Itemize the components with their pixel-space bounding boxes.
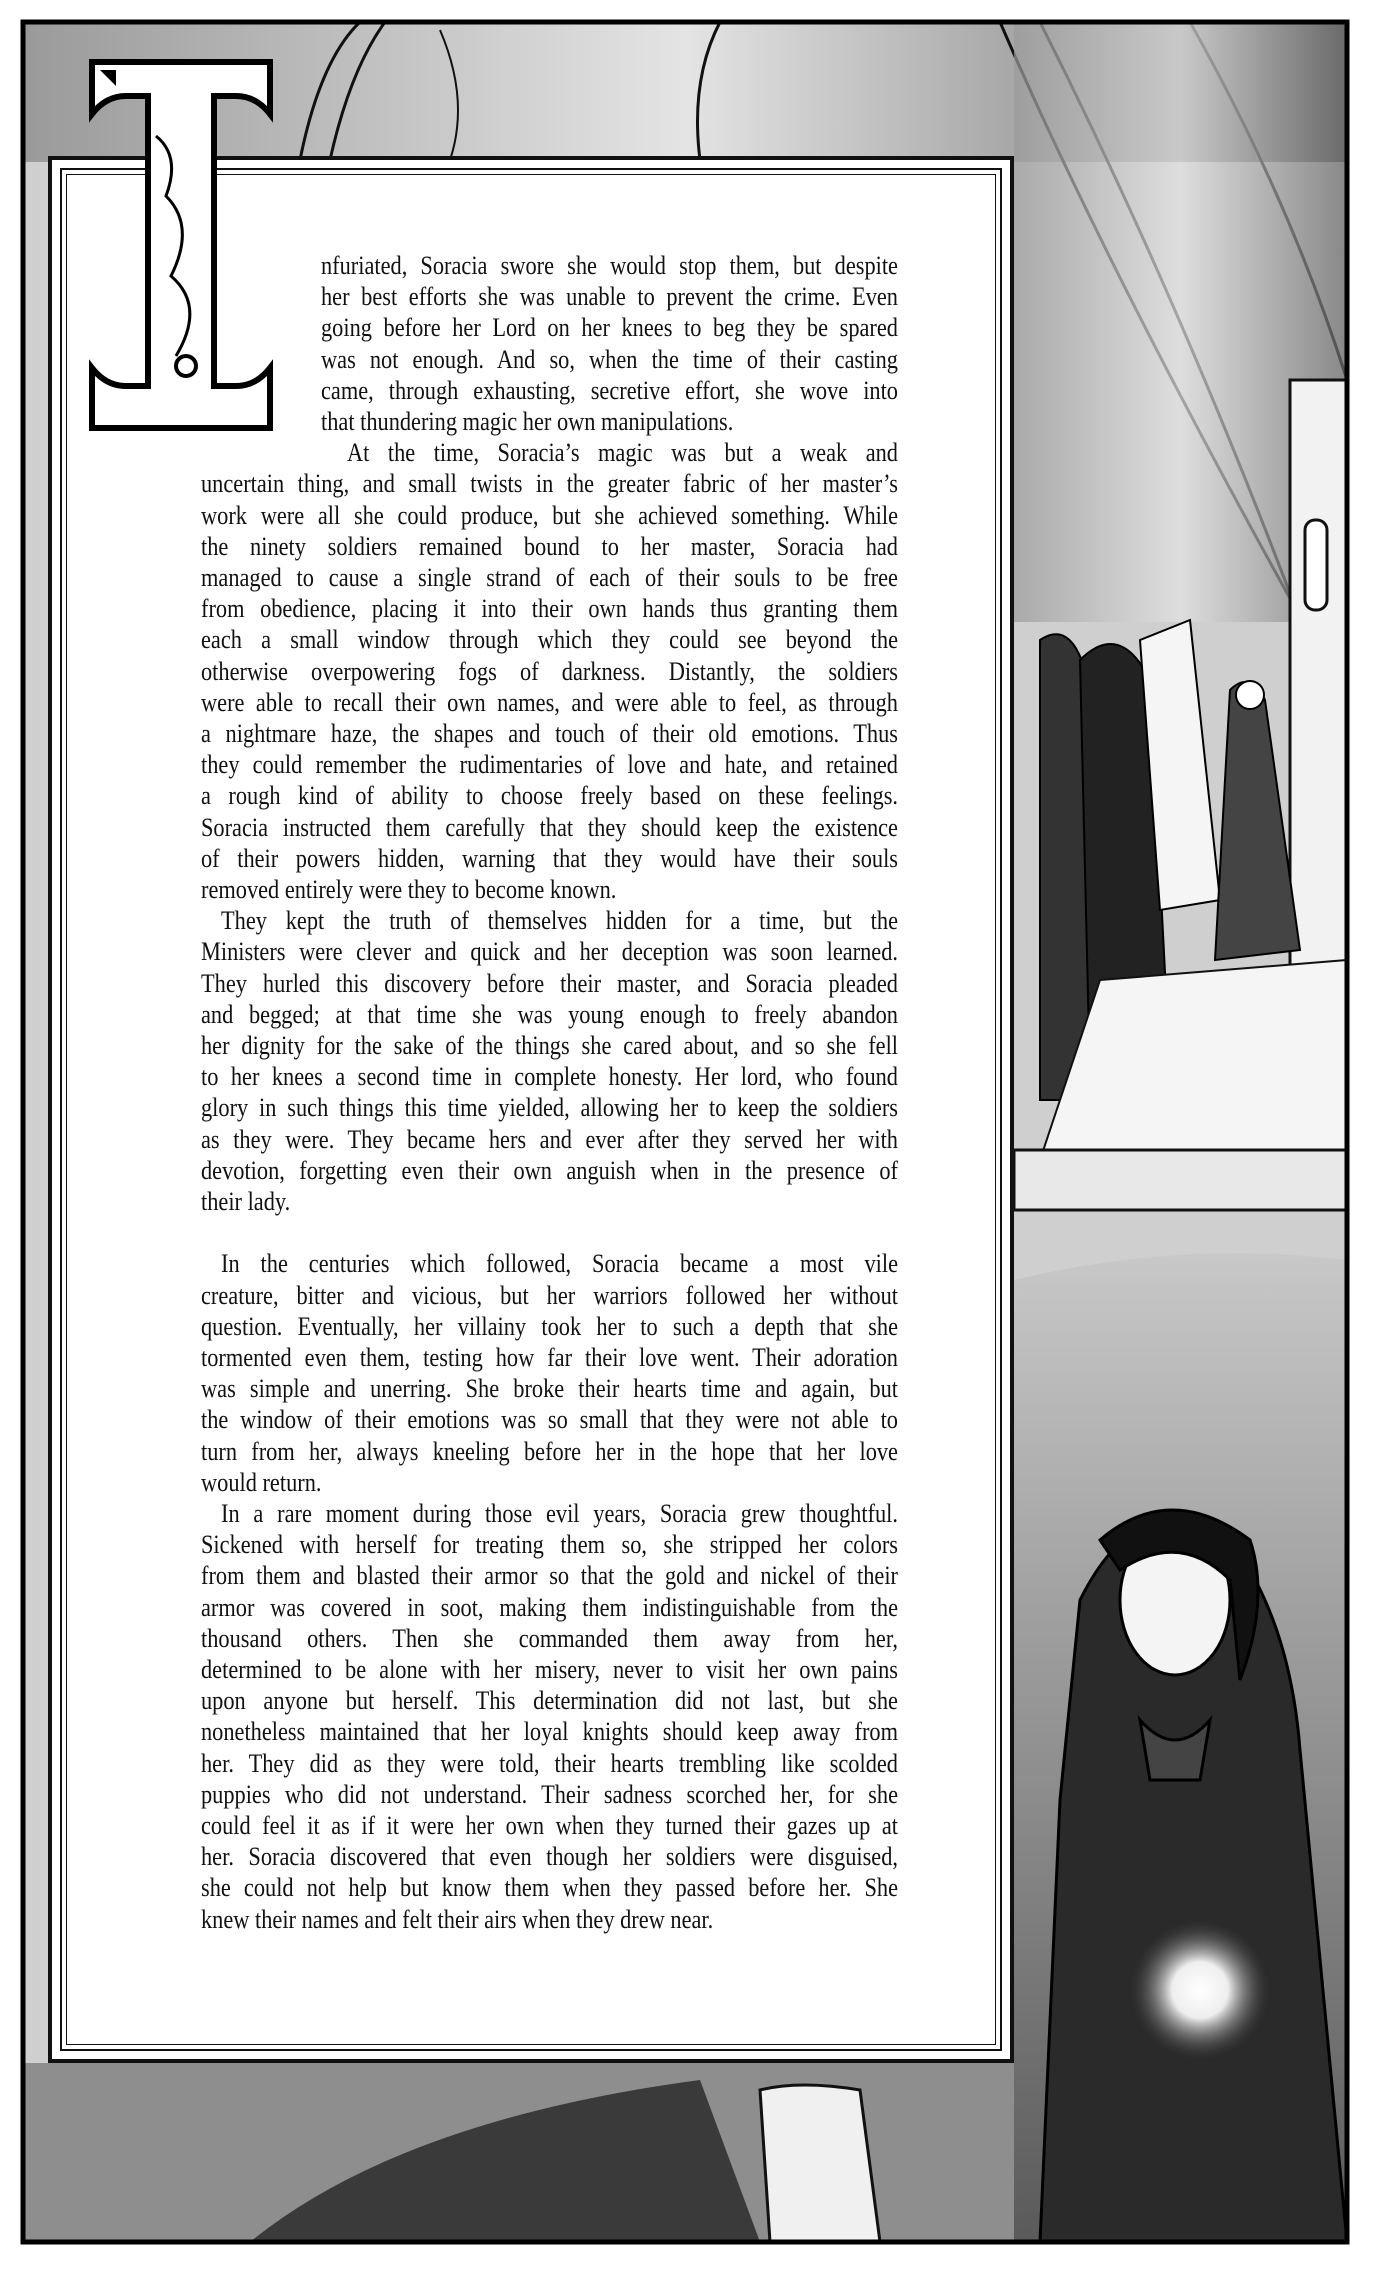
text-line: and begged; at that time she was young enough to freely abandon [201,999,898,1029]
text-line: They hurled this discovery before their master, and Soracia pleaded [201,968,898,998]
text-line: devotion, forgetting even their own anguish when in the presence of [201,1155,898,1185]
text-line: her dignity for the sake of the things she cared about, and so she fell [201,1031,898,1060]
text-line: would return. [201,1467,322,1497]
text-line: upon anyone but herself. This determination did not last, but she [201,1686,898,1716]
text-line: nfuriated, Soracia swore she would stop them, but despite [321,251,898,280]
text-line: nonetheless maintained that her loyal knights should keep away from [201,1717,898,1747]
text-line: were able to recall their own names, and were able to feel, as through [201,687,898,717]
text-line: In the centuries which followed, Soracia became a most vile [221,1249,898,1279]
text-line: came, through exhausting, secretive effort, she wove into [321,375,898,405]
text-line: In a rare moment during those evil years, Soracia grew thoughtful. [221,1499,898,1528]
text-line: They kept the truth of themselves hidden for a time, but the [221,906,898,936]
text-line: they could remember the rudimentaries of love and hate, and retained [201,750,898,780]
text-line: question. Eventually, her villainy took her to such a depth that she [201,1311,898,1341]
text-line: determined to be alone with her misery, never to visit her own pains [201,1655,898,1684]
text-line: that thundering magic her own manipulations. [321,407,734,436]
text-line: Sickened with herself for treating them so, she stripped her colors [201,1530,898,1560]
text-line: work were all she could produce, but she achieved something. While [201,500,898,530]
text-line: a nightmare haze, the shapes and touch of their old emotions. Thus [201,719,898,748]
text-line: glory in such things this time yielded, allowing her to keep the soldiers [201,1093,898,1123]
text-line: to her knees a second time in complete honesty. Her lord, who found [201,1062,898,1092]
text-line: tormented even them, testing how far their love went. Their adoration [201,1343,898,1372]
text-line: knew their names and felt their airs when they drew near. [201,1904,714,1934]
text-line: from obedience, placing it into their own hands thus granting them [201,594,898,624]
text-line: turn from her, always kneeling before her in the hope that her love [201,1436,898,1466]
text-line: Ministers were clever and quick and her deception was soon learned. [201,937,898,967]
text-line: was not enough. And so, when the time of their casting [321,344,898,374]
text-line: the ninety soldiers remained bound to her master, Soracia had [201,531,898,561]
text-line: as they were. They became hers and ever after they served her with [201,1124,898,1154]
text-line: puppies who did not understand. Their sadness scorched her, for she [201,1779,898,1809]
text-line: going before her Lord on her knees to beg they be spared [321,313,898,343]
text-line: of their powers hidden, warning that they would have their souls [201,843,898,873]
text-line: a rough kind of ability to choose freely based on these feelings. [201,781,898,811]
text-line: managed to cause a single strand of each of their souls to be free [201,563,898,592]
text-line: could feel it as if it were her own when they turned their gazes up at [201,1811,898,1840]
text-line: her best efforts she was unable to prevent the crime. Even [321,282,898,312]
text-line: Soracia instructed them carefully that they should keep the existence [201,812,898,842]
text-line: her. They did as they were told, their hearts trembling like scolded [201,1748,898,1778]
text-line: uncertain thing, and small twists in the greater fabric of her master’s [201,469,898,499]
text-line: their lady. [201,1187,291,1216]
text-line: creature, bitter and vicious, but her warriors followed her without [201,1280,898,1310]
text-line: At the time, Soracia’s magic was but a weak and [347,438,898,468]
text-line: otherwise overpowering fogs of darkness. Distantly, the soldiers [201,656,898,686]
text-line: thousand others. Then she commanded them away from her, [201,1623,898,1653]
text-line: the window of their emotions was so small that they were not able to [201,1405,898,1435]
text-line: from them and blasted their armor so that the gold and nickel of their [201,1561,898,1591]
text-line: was simple and unerring. She broke their hearts time and again, but [201,1374,898,1404]
text-line: each a small window through which they could see beyond the [201,625,898,655]
text-line: armor was covered in soot, making them indistinguishable from the [201,1592,898,1622]
text-line: she could not help but know them when they passed before her. She [201,1873,898,1903]
text-line: her. Soracia discovered that even though her soldiers were disguised, [201,1842,898,1872]
text-line: removed entirely were they to become known. [201,875,617,904]
